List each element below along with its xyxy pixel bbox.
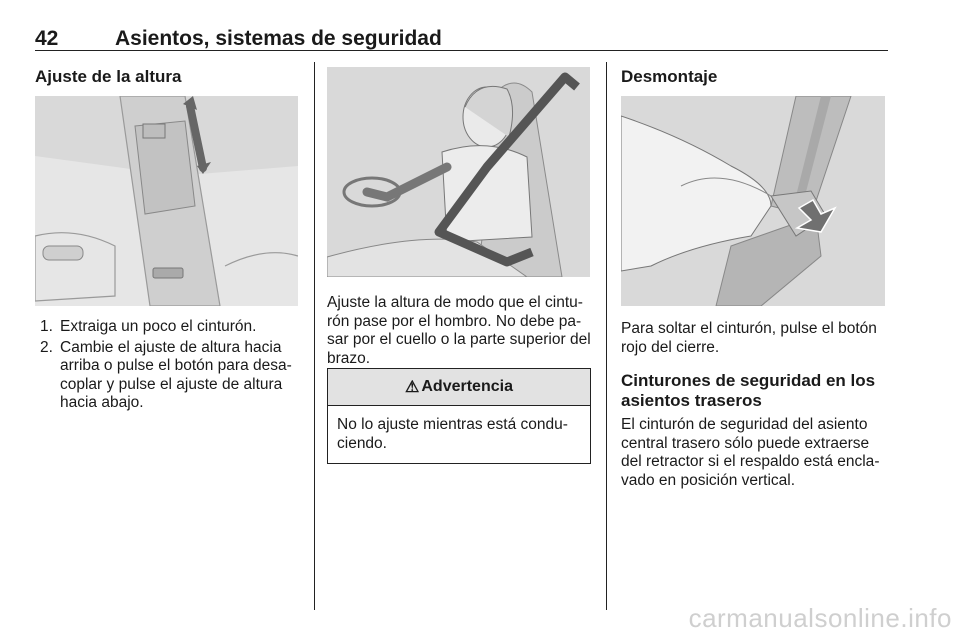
step-text: Extraiga un poco el cinturón. [60,318,257,335]
section-heading-rear-belts: Cinturones de seguridad en los asientos traseros [621,371,876,410]
warning-title: Advertencia [421,378,513,395]
step-item [40,318,302,337]
rear-belts-text: El cinturón de seguridad del asiento central trasero sólo puede extraerse del retractor si el respaldo está enclavado en posición vertical. [621,416,880,489]
step-item [40,339,302,413]
figure-buckle-release [621,96,885,306]
header-rule [35,50,888,51]
caption-belt-position: Ajuste la altura de modo que el cinturón pase por el hombro. No debe pasar por el cuello o la parte superior del brazo. [327,294,591,367]
column-divider-1 [314,62,315,610]
warning-box [327,368,591,464]
steps-list [40,318,302,415]
warning-text: No lo ajuste mientras está conduciendo. [337,416,568,452]
step-text: Cambie el ajuste de altura hacia arriba o pulse el botón para desacoplar y pulse el ajuste de altura hacia abajo. [60,338,292,411]
section-heading-height-adjust: Ajuste de la altura [35,67,182,86]
step-number: 1. [40,318,53,335]
figure-belt-position [327,67,590,277]
page-number: 42 [35,27,59,50]
caption-buckle-release: Para soltar el cinturón, pulse el botón rojo del cierre. [621,320,877,356]
warning-header [328,369,590,406]
section-heading-removal: Desmontaje [621,67,718,86]
step-number: 2. [40,338,53,356]
watermark: carmanualsonline.info [688,603,952,633]
page-title: Asientos, sistemas de seguridad [115,27,442,50]
warning-triangle-icon: ⚠ [405,379,420,396]
column-divider-2 [606,62,607,610]
figure-height-adjuster [35,96,298,306]
